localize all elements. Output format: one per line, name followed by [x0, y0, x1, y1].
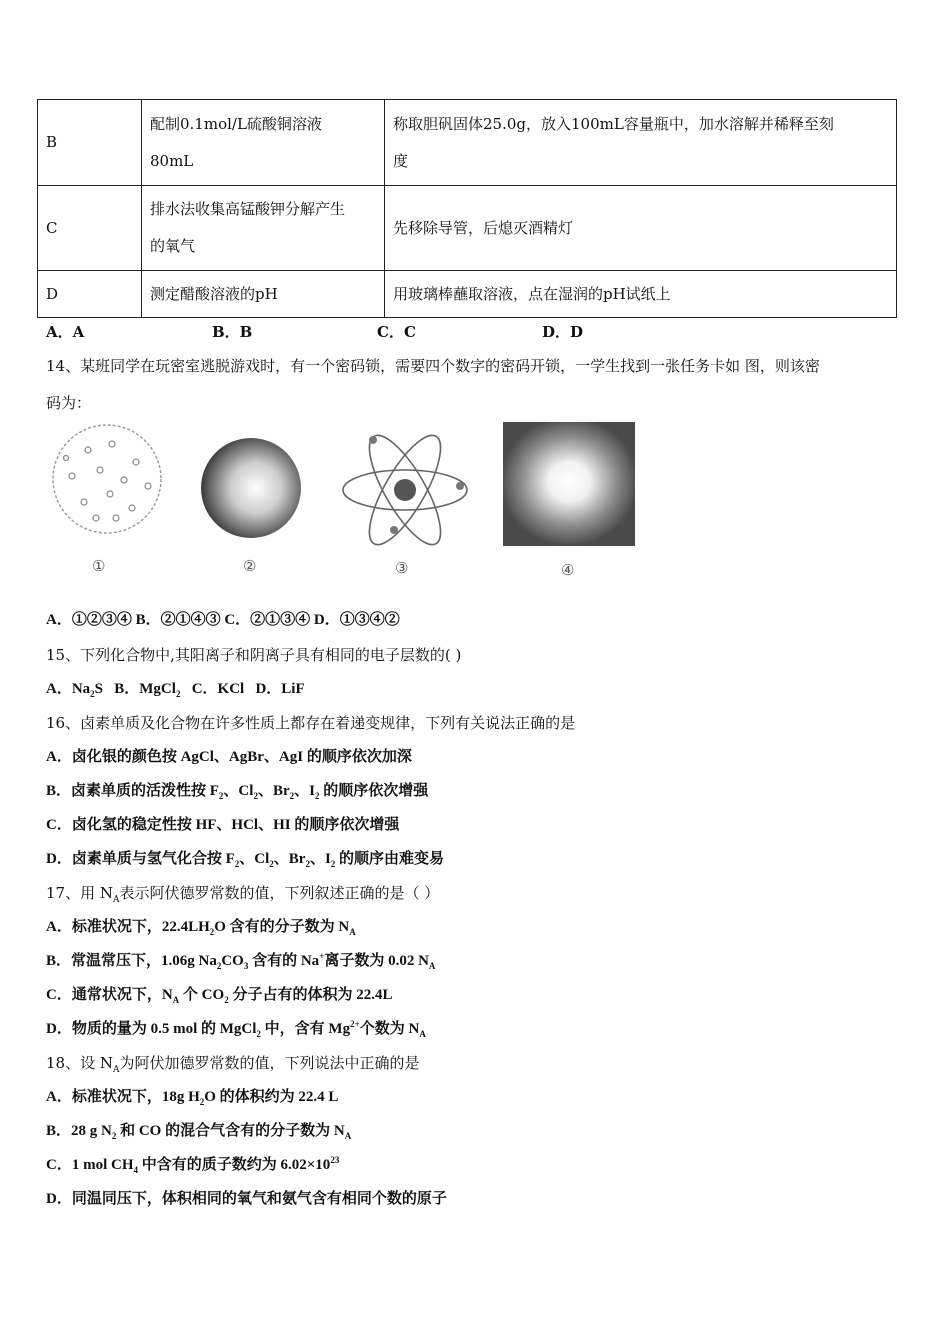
figure-label-4: ④: [561, 561, 575, 579]
q18-option-c[interactable]: C．1 mol $CH_4$ 中含有的质子数约为 $6.02\times 10^{23}$: [46, 1155, 340, 1175]
q17-option-c[interactable]: C．通常状况下，$N_A$ 个 $CO_2$ 分子占有的体积为 22.4L: [46, 987, 393, 1005]
q15-options[interactable]: A．$Na_2S$ B．MgCl$_2$ C．KCl D．LiF: [46, 681, 305, 699]
figure-label-2: ②: [243, 557, 257, 575]
q16-option-b[interactable]: B．卤素单质的活泼性按 $F_2$、$Cl_2$、$Br_2$、$I_2$ 的顺序依次增强: [46, 783, 429, 801]
q17-stem: 17、用 $N_A$表示阿伏德罗常数的值，下列叙述正确的是（ ）: [46, 884, 440, 905]
rutherford-nuclear-model-figure: [340, 426, 470, 554]
q16-option-a[interactable]: A．卤化银的颜色按 AgCl、AgBr、AgI 的顺序依次加深: [46, 749, 412, 765]
q14-stem: 14、某班同学在玩密室逃脱游戏时，有一个密码锁，需要四个数字的密码开锁，一学生找到一张任务卡如 图，则该密: [46, 357, 820, 375]
experiment-table: [37, 99, 897, 318]
q18-option-d[interactable]: D．同温同压下，体积相同的氧气和氨气含有相同个数的原子: [46, 1191, 447, 1207]
q13-choice-c[interactable]: C．C: [377, 323, 416, 341]
plum-pudding-model-figure: [50, 422, 164, 536]
row-label: C: [38, 186, 142, 271]
q14-options[interactable]: A．①②③④ B．②①④③ C．②①③④ D．①③④②: [46, 612, 400, 628]
q18-option-b[interactable]: B．28 g $N_2$ 和 CO 的混合气含有的分子数为 $N_A$: [46, 1123, 352, 1141]
q17-option-a[interactable]: A．标准状况下，$22.4LH_2O$ 含有的分子数为 $N_A$: [46, 919, 356, 937]
row-label: D: [38, 271, 142, 318]
table-row: [38, 100, 897, 186]
q13-choice-b[interactable]: B．B: [212, 323, 253, 341]
figure-label-1: ①: [92, 557, 106, 575]
dalton-solid-sphere-figure: [199, 436, 303, 540]
q18-stem: 18、设 $N_A$为阿伏加德罗常数的值，下列说法中正确的是: [46, 1054, 420, 1075]
q13-choice-d[interactable]: D．D: [542, 323, 584, 341]
q16-option-c[interactable]: C．卤化氢的稳定性按 HF、HCl、HI 的顺序依次增强: [46, 817, 400, 833]
method-cell: 用玻璃棒蘸取溶液，点在湿润的pH试纸上: [385, 271, 897, 318]
table-row: [38, 271, 897, 318]
table-row: [38, 186, 897, 271]
q13-choice-a[interactable]: A．A: [46, 323, 85, 341]
operation-cell: 排水法收集高锰酸钾分解产生 的氧气: [142, 186, 385, 271]
q17-option-d[interactable]: D．物质的量为 0.5 mol 的 MgCl$_2$ 中，含有 $Mg^{2+}$个数为 $N_A$: [46, 1019, 426, 1039]
method-cell: 称取胆矾固体25.0g，放入100mL容量瓶中，加水溶解并稀释至刻 度: [385, 100, 897, 186]
method-cell: 先移除导管，后熄灭酒精灯: [385, 186, 897, 271]
q14-stem-cont: 码为：: [46, 394, 92, 412]
q17-option-b[interactable]: B．常温常压下，1.06g $Na_2CO_3$ 含有的 Na+离子数为 0.02 $N_A$: [46, 951, 436, 971]
q15-stem: 15、下列化合物中,其阳离子和阴离子具有相同的电子层数的( ): [46, 646, 462, 664]
operation-cell: 配制0.1mol/L硫酸铜溶液 80mL: [142, 100, 385, 186]
operation-cell: 测定醋酸溶液的pH: [142, 271, 385, 318]
q16-option-d[interactable]: D．卤素单质与氢气化合按 $F_2$、$Cl_2$、$Br_2$、$I_2$ 的顺序由难变易: [46, 851, 445, 869]
row-label: B: [38, 100, 142, 186]
electron-cloud-model-figure: [503, 422, 635, 546]
q18-option-a[interactable]: A．标准状况下，18g $H_2O$ 的体积约为 22.4 L: [46, 1089, 339, 1107]
q16-stem: 16、卤素单质及化合物在许多性质上都存在着递变规律，下列有关说法正确的是: [46, 714, 576, 732]
figure-label-3: ③: [395, 559, 409, 577]
